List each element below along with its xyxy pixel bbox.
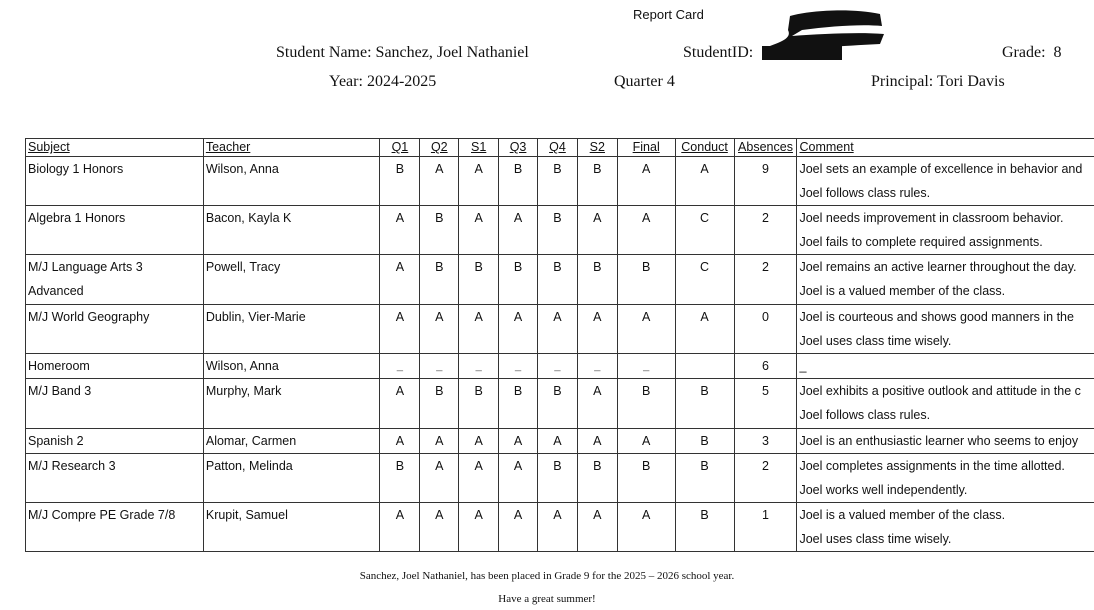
table-row <box>26 429 1094 454</box>
absences-value: 6 <box>762 359 769 373</box>
conduct-value: C <box>700 260 710 274</box>
q2-value: _ <box>436 360 443 372</box>
cell-absences <box>734 255 797 305</box>
q4-value: B <box>553 260 562 274</box>
q1-value: A <box>395 260 405 274</box>
table-row <box>26 454 1094 503</box>
subject-line: Spanish 2 <box>28 434 84 448</box>
cell-comment <box>797 429 1094 454</box>
cell-q4 <box>538 354 578 379</box>
cell-final <box>617 305 675 354</box>
cell-s2 <box>577 157 617 206</box>
cell-s1 <box>459 429 499 454</box>
q3-value: A <box>513 508 523 522</box>
q4-value: B <box>553 384 562 398</box>
final-value: A <box>642 162 651 176</box>
cell-q1 <box>380 305 420 354</box>
cell-absences <box>734 429 797 454</box>
cell-s2 <box>577 503 617 552</box>
cell-q4 <box>538 157 578 206</box>
student-name: Student Name: Sanchez, Joel Nathaniel <box>276 44 529 61</box>
q1-value: A <box>395 211 405 225</box>
cell-final <box>617 379 675 429</box>
q4-value: B <box>553 211 562 225</box>
cell-comment <box>797 503 1094 552</box>
final-value: B <box>642 459 651 473</box>
cell-subject <box>26 255 204 305</box>
q4-value: A <box>553 434 562 448</box>
q2-value: B <box>435 211 444 225</box>
final-value: _ <box>643 360 650 372</box>
cell-q4 <box>538 255 578 305</box>
cell-subject <box>26 429 204 454</box>
cell-q2 <box>420 429 459 454</box>
absences-value: 2 <box>762 260 769 274</box>
cell-q2 <box>420 255 459 305</box>
grades-table <box>25 138 1094 552</box>
absences-value: 2 <box>762 211 769 225</box>
absences-value: 0 <box>762 310 769 324</box>
subject-line: Advanced <box>28 284 84 298</box>
cell-s1 <box>459 454 499 503</box>
cell-q4 <box>538 305 578 354</box>
s1-value: A <box>474 211 483 225</box>
cell-subject <box>26 157 204 206</box>
table-row <box>26 255 1094 305</box>
cell-q1 <box>380 255 420 305</box>
table-row <box>26 305 1094 354</box>
final-value: A <box>642 508 651 522</box>
col-q2: Q2 <box>420 139 459 157</box>
comment-line: Joel fails to complete required assignments. <box>799 235 1043 249</box>
col-teacher: Teacher <box>203 139 380 157</box>
cell-absences <box>734 454 797 503</box>
cell-q3 <box>499 157 538 206</box>
q3-value: B <box>513 384 523 398</box>
cell-final <box>617 503 675 552</box>
cell-q3 <box>499 305 538 354</box>
absences-value: 2 <box>762 459 769 473</box>
s1-value: A <box>474 434 483 448</box>
conduct-value: A <box>700 310 709 324</box>
comment-line: Joel follows class rules. <box>799 408 931 422</box>
conduct-value <box>676 354 734 378</box>
col-comment: Comment <box>797 139 1094 157</box>
s1-value: B <box>474 384 483 398</box>
subject-line: M/J World Geography <box>28 310 150 324</box>
s1-value: A <box>474 508 483 522</box>
absences-value: 5 <box>762 384 769 398</box>
cell-subject <box>26 379 204 429</box>
col-s1: S1 <box>459 139 499 157</box>
cell-final <box>617 354 675 379</box>
cell-teacher <box>203 379 380 429</box>
cell-comment <box>797 305 1094 354</box>
cell-subject <box>26 354 204 379</box>
cell-s2 <box>577 255 617 305</box>
principal: Principal: Tori Davis <box>871 73 1005 90</box>
cell-final <box>617 206 675 255</box>
col-subject: Subject <box>26 139 204 157</box>
subject-line: M/J Language Arts 3 <box>28 260 143 274</box>
grade-level: Grade: 8 <box>1002 44 1062 61</box>
cell-teacher <box>203 305 380 354</box>
cell-final <box>617 255 675 305</box>
cell-s2 <box>577 206 617 255</box>
comment-line: _ <box>799 359 807 373</box>
cell-subject <box>26 305 204 354</box>
q1-value: A <box>395 508 405 522</box>
cell-absences <box>734 379 797 429</box>
s1-value: B <box>474 260 483 274</box>
cell-comment <box>797 454 1094 503</box>
cell-q3 <box>499 503 538 552</box>
q2-value: A <box>435 508 444 522</box>
cell-s2 <box>577 379 617 429</box>
q2-value: A <box>435 162 444 176</box>
cell-conduct <box>675 305 734 354</box>
cell-q1 <box>380 354 420 379</box>
cell-absences <box>734 305 797 354</box>
final-value: A <box>642 310 651 324</box>
teacher-name: Murphy, Mark <box>205 384 282 398</box>
cell-conduct <box>675 354 734 379</box>
final-value: B <box>642 260 651 274</box>
table-row <box>26 503 1094 552</box>
cell-q1 <box>380 206 420 255</box>
cell-q1 <box>380 503 420 552</box>
q4-value: A <box>553 310 562 324</box>
cell-teacher <box>203 206 380 255</box>
final-value: A <box>642 434 651 448</box>
cell-q4 <box>538 454 578 503</box>
cell-conduct <box>675 429 734 454</box>
cell-comment <box>797 354 1094 379</box>
q1-value: A <box>395 384 405 398</box>
cell-q4 <box>538 379 578 429</box>
col-s2: S2 <box>577 139 617 157</box>
q3-value: B <box>513 162 523 176</box>
cell-q4 <box>538 429 578 454</box>
col-q4: Q4 <box>538 139 578 157</box>
cell-comment <box>797 379 1094 429</box>
cell-absences <box>734 206 797 255</box>
teacher-name: Krupit, Samuel <box>205 508 288 522</box>
q2-value: B <box>435 384 444 398</box>
cell-q1 <box>380 379 420 429</box>
cell-conduct <box>675 157 734 206</box>
s2-value: A <box>593 508 602 522</box>
closing-note: Have a great summer! <box>498 593 596 605</box>
conduct-value: C <box>700 211 710 225</box>
teacher-name: Patton, Melinda <box>205 459 293 473</box>
cell-comment <box>797 255 1094 305</box>
q3-value: A <box>513 310 523 324</box>
subject-line: Homeroom <box>28 359 90 373</box>
q1-value: B <box>395 459 405 473</box>
conduct-value: B <box>700 384 709 398</box>
cell-s2 <box>577 429 617 454</box>
cell-q3 <box>499 255 538 305</box>
subject-line: Biology 1 Honors <box>28 162 124 176</box>
cell-q2 <box>420 454 459 503</box>
subject-line: M/J Band 3 <box>28 384 92 398</box>
q4-value: B <box>553 459 562 473</box>
col-conduct: Conduct <box>675 139 734 157</box>
cell-s1 <box>459 305 499 354</box>
q1-value: B <box>395 162 405 176</box>
cell-s1 <box>459 206 499 255</box>
cell-s1 <box>459 503 499 552</box>
q2-value: A <box>435 310 444 324</box>
comment-line: Joel exhibits a positive outlook and attitude in the c <box>799 384 1081 398</box>
cell-q2 <box>420 157 459 206</box>
teacher-name: Alomar, Carmen <box>205 434 297 448</box>
q2-value: B <box>435 260 444 274</box>
comment-line: Joel is a valued member of the class. <box>799 284 1006 298</box>
comment-line: Joel works well independently. <box>799 483 968 497</box>
teacher-name: Wilson, Anna <box>205 359 279 373</box>
conduct-value: B <box>700 459 709 473</box>
q4-value: B <box>553 162 562 176</box>
cell-q4 <box>538 503 578 552</box>
cell-s1 <box>459 354 499 379</box>
col-q1: Q1 <box>380 139 420 157</box>
comment-line: Joel sets an example of excellence in behavior and <box>799 162 1083 176</box>
cell-q3 <box>499 354 538 379</box>
s1-value: A <box>474 310 483 324</box>
teacher-name: Dublin, Vier-Marie <box>205 310 306 324</box>
subject-line: Algebra 1 Honors <box>28 211 126 225</box>
cell-teacher <box>203 429 380 454</box>
cell-q2 <box>420 503 459 552</box>
cell-q1 <box>380 429 420 454</box>
comment-line: Joel uses class time wisely. <box>799 334 952 348</box>
cell-teacher <box>203 454 380 503</box>
conduct-value: B <box>700 434 709 448</box>
cell-q3 <box>499 454 538 503</box>
cell-final <box>617 157 675 206</box>
s2-value: A <box>593 434 602 448</box>
col-final: Final <box>617 139 675 157</box>
table-header-row <box>26 139 1094 157</box>
comment-line: Joel needs improvement in classroom behavior. <box>799 211 1064 225</box>
cell-s1 <box>459 255 499 305</box>
s1-value: A <box>474 459 483 473</box>
cell-subject <box>26 454 204 503</box>
comment-line: Joel is a valued member of the class. <box>799 508 1006 522</box>
q2-value: A <box>435 434 444 448</box>
teacher-name: Bacon, Kayla K <box>205 211 292 225</box>
cell-teacher <box>203 157 380 206</box>
cell-subject <box>26 206 204 255</box>
s2-value: B <box>593 162 602 176</box>
q1-value: A <box>395 310 405 324</box>
cell-final <box>617 454 675 503</box>
q3-value: B <box>513 260 523 274</box>
cell-s2 <box>577 354 617 379</box>
teacher-name: Powell, Tracy <box>205 260 281 274</box>
cell-conduct <box>675 503 734 552</box>
comment-line: Joel uses class time wisely. <box>799 532 952 546</box>
cell-q3 <box>499 429 538 454</box>
q1-value: A <box>395 434 405 448</box>
table-row <box>26 206 1094 255</box>
s2-value: _ <box>594 360 601 372</box>
q3-value: _ <box>514 360 522 372</box>
conduct-value: B <box>700 508 709 522</box>
cell-q2 <box>420 305 459 354</box>
col-absences: Absences <box>734 139 797 157</box>
cell-q2 <box>420 379 459 429</box>
q4-value: A <box>553 508 562 522</box>
q3-value: A <box>513 459 523 473</box>
absences-value: 3 <box>762 434 769 448</box>
q4-value: _ <box>554 360 561 372</box>
cell-s2 <box>577 454 617 503</box>
cell-q3 <box>499 206 538 255</box>
student-id-label: StudentID: <box>683 44 754 61</box>
comment-line: Joel follows class rules. <box>799 186 931 200</box>
cell-s1 <box>459 157 499 206</box>
cell-absences <box>734 503 797 552</box>
absences-value: 9 <box>762 162 769 176</box>
s2-value: A <box>593 211 602 225</box>
table-row <box>26 354 1094 379</box>
cell-absences <box>734 157 797 206</box>
cell-teacher <box>203 503 380 552</box>
teacher-name: Wilson, Anna <box>205 162 279 176</box>
comment-line: Joel is courteous and shows good manners in the <box>799 310 1074 324</box>
s2-value: B <box>593 260 602 274</box>
final-value: B <box>642 384 651 398</box>
s2-value: B <box>593 459 602 473</box>
col-q3: Q3 <box>499 139 538 157</box>
cell-q2 <box>420 206 459 255</box>
q2-value: A <box>435 459 444 473</box>
subject-line: M/J Research 3 <box>28 459 116 473</box>
cell-final <box>617 429 675 454</box>
subject-line: M/J Compre PE Grade 7/8 <box>28 508 176 522</box>
cell-conduct <box>675 454 734 503</box>
absences-value: 1 <box>762 508 769 522</box>
placement-note: Sanchez, Joel Nathaniel, has been placed in Grade 9 for the 2025 – 2026 school year. <box>359 570 735 582</box>
cell-teacher <box>203 354 380 379</box>
cell-teacher <box>203 255 380 305</box>
s1-value: _ <box>475 360 482 372</box>
cell-s2 <box>577 305 617 354</box>
quarter: Quarter 4 <box>614 73 675 90</box>
redaction-mark <box>762 8 886 60</box>
cell-q3 <box>499 379 538 429</box>
cell-absences <box>734 354 797 379</box>
cell-s1 <box>459 379 499 429</box>
q3-value: A <box>513 434 523 448</box>
final-value: A <box>642 211 651 225</box>
comment-line: Joel completes assignments in the time allotted. <box>799 459 1065 473</box>
q3-value: A <box>513 211 523 225</box>
cell-conduct <box>675 255 734 305</box>
cell-q4 <box>538 206 578 255</box>
cell-q1 <box>380 454 420 503</box>
table-row <box>26 157 1094 206</box>
cell-q1 <box>380 157 420 206</box>
s1-value: A <box>474 162 483 176</box>
cell-conduct <box>675 206 734 255</box>
table-row <box>26 379 1094 429</box>
cell-comment <box>797 206 1094 255</box>
cell-conduct <box>675 379 734 429</box>
conduct-value: A <box>700 162 709 176</box>
cell-q2 <box>420 354 459 379</box>
s2-value: A <box>593 384 602 398</box>
school-year: Year: 2024-2025 <box>329 73 437 90</box>
comment-line: Joel is an enthusiastic learner who seems to enjoy <box>799 434 1079 448</box>
comment-line: Joel remains an active learner throughout the day. <box>799 260 1077 274</box>
s2-value: A <box>593 310 602 324</box>
cell-comment <box>797 157 1094 206</box>
report-card-title: Report Card <box>633 7 704 22</box>
q1-value: _ <box>396 360 403 372</box>
cell-subject <box>26 503 204 552</box>
